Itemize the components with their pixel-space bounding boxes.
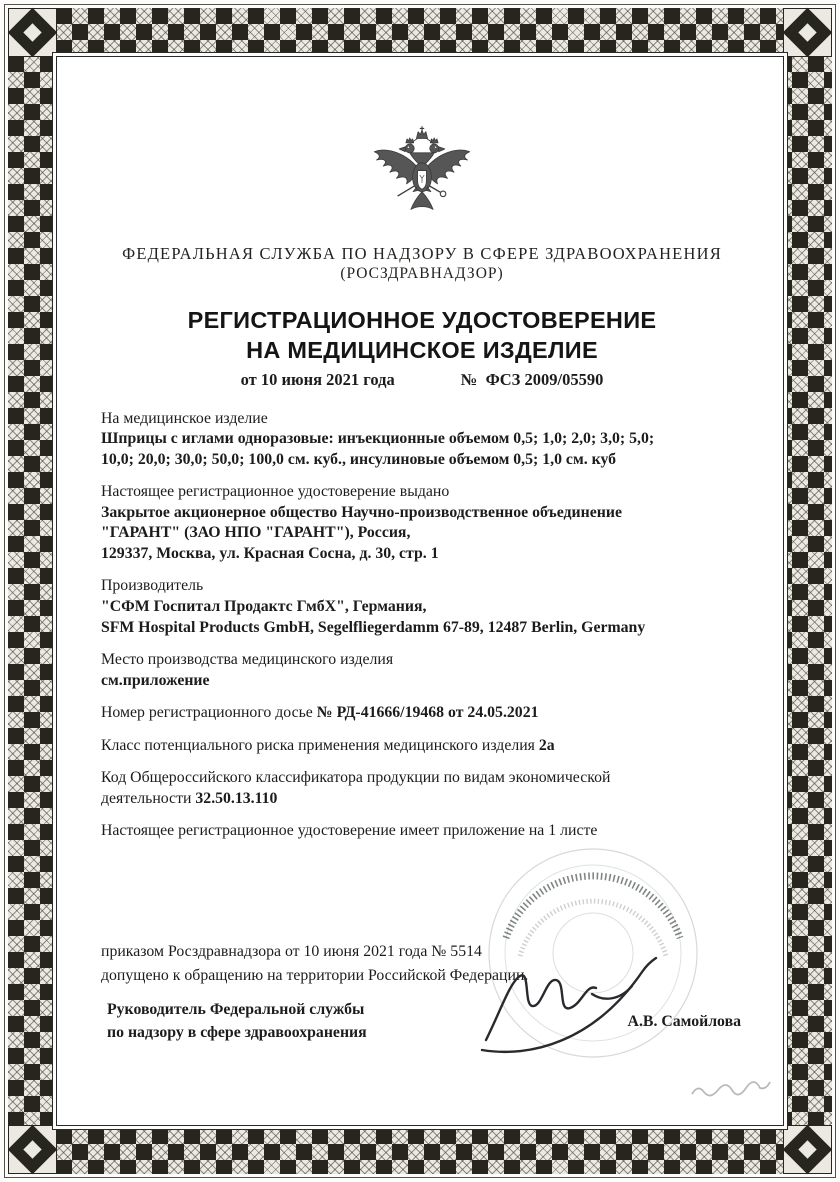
risk-label: Класс потенциального риска применения медицинского изделия bbox=[101, 736, 535, 754]
issue-date: от 10 июня 2021 года bbox=[240, 369, 395, 389]
okpd-value: 32.50.13.110 bbox=[195, 789, 278, 807]
agency-name: ФЕДЕРАЛЬНАЯ СЛУЖБА ПО НАДЗОРУ В СФЕРЕ ЗДРАВООХРАНЕНИЯ bbox=[122, 244, 722, 263]
coat-of-arms-icon bbox=[361, 117, 483, 233]
dossier-paragraph bbox=[101, 703, 743, 724]
corner-ornament-bottom-right bbox=[783, 1125, 832, 1174]
signer-role-line1: Руководитель Федеральной службы bbox=[107, 1000, 365, 1018]
document-meta bbox=[101, 370, 743, 390]
manufacturer-paragraph bbox=[101, 576, 743, 638]
dossier-value: № РД-41666/19468 от 24.05.2021 bbox=[316, 704, 539, 722]
risk-class-paragraph bbox=[101, 736, 743, 757]
corner-ornament-top-right bbox=[783, 8, 832, 57]
okpd-line2-label: деятельности bbox=[101, 789, 192, 807]
device-name-line2: 10,0; 20,0; 30,0; 50,0; 100,0 см. куб., инсулиновые объемом 0,5; 1,0 см. куб bbox=[101, 450, 617, 468]
device-label: На медицинское изделие bbox=[101, 409, 268, 427]
corner-ornament-bottom-left bbox=[8, 1125, 57, 1174]
holder-line1: Закрытое акционерное общество Научно-производственное объединение bbox=[101, 503, 622, 521]
order-line2: допущено к обращению на территории Российской Федерации. bbox=[101, 967, 529, 985]
document-content bbox=[57, 57, 783, 1125]
place-value: см.приложение bbox=[101, 671, 210, 689]
corner-ornament-top-left bbox=[8, 8, 57, 57]
manufacturer-label: Производитель bbox=[101, 577, 204, 595]
holder-paragraph bbox=[101, 482, 743, 564]
device-paragraph bbox=[101, 409, 743, 471]
issued-label: Настоящее регистрационное удостоверение выдано bbox=[101, 483, 450, 501]
order-paragraph bbox=[101, 940, 743, 989]
manufacturer-line2: SFM Hospital Products GmbH, Segelfliegerdamm 67-89, 12487 Berlin, Germany bbox=[101, 618, 646, 636]
signer-role-line2: по надзору в сфере здравоохранения bbox=[107, 1023, 367, 1041]
holder-line3: 129337, Москва, ул. Красная Сосна, д. 30, стр. 1 bbox=[101, 544, 439, 562]
document-body bbox=[101, 409, 743, 842]
okpd-line1: Код Общероссийского классификатора продукции по видам экономической bbox=[101, 769, 611, 787]
document-title bbox=[101, 305, 743, 365]
production-place-paragraph bbox=[101, 650, 743, 691]
attachment-line: Настоящее регистрационное удостоверение имеет приложение на 1 листе bbox=[101, 822, 598, 840]
order-line1: приказом Росздравнадзора от 10 июня 2021 года № 5514 bbox=[101, 942, 482, 960]
document-title-line1: РЕГИСТРАЦИОННОЕ УДОСТОВЕРЕНИЕ bbox=[187, 306, 657, 333]
place-label: Место производства медицинского изделия bbox=[101, 651, 394, 669]
dossier-label: Номер регистрационного досье bbox=[101, 704, 313, 722]
agency-short-name: (РОСЗДРАВНАДЗОР) bbox=[340, 265, 504, 283]
device-name-line1: Шприцы с иглами одноразовые: инъекционные объемом 0,5; 1,0; 2,0; 3,0; 5,0; bbox=[101, 430, 655, 448]
signature-block bbox=[101, 999, 743, 1045]
document-title-line2: НА МЕДИЦИНСКОЕ ИЗДЕЛИЕ bbox=[246, 336, 598, 363]
attachment-paragraph bbox=[101, 821, 743, 842]
document-number: № ФСЗ 2009/05590 bbox=[460, 369, 604, 389]
signer-name: А.В. Самойлова bbox=[627, 1012, 741, 1030]
okpd-paragraph bbox=[101, 768, 743, 809]
holder-line2: "ГАРАНТ" (ЗАО НПО "ГАРАНТ"), Россия, bbox=[101, 524, 411, 542]
document-panel bbox=[56, 56, 784, 1126]
manufacturer-line1: "СФМ Госпитал Продактс ГмбХ", Германия, bbox=[101, 597, 427, 615]
risk-value: 2а bbox=[538, 736, 555, 754]
